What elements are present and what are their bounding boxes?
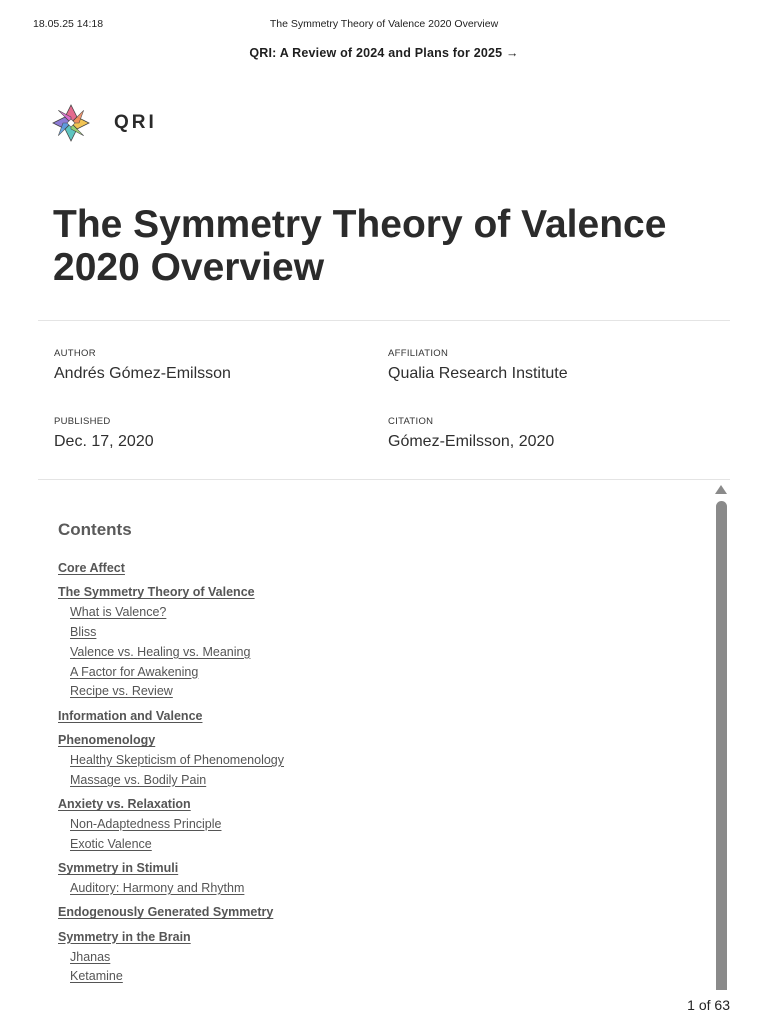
toc-item: [58, 903, 698, 923]
toc-link[interactable]: Jhanas: [70, 949, 111, 964]
toc-item: [58, 948, 698, 968]
toc-item: [58, 795, 698, 815]
meta-citation: [388, 416, 554, 451]
toc-link[interactable]: Exotic Valence: [70, 836, 152, 851]
toc-link[interactable]: Massage vs. Bodily Pain: [70, 772, 207, 787]
toc-item: [58, 967, 698, 987]
toc-link[interactable]: Core Affect: [58, 561, 125, 575]
toc-item: [58, 707, 698, 727]
toc-link[interactable]: The Symmetry Theory of Valence: [58, 585, 255, 600]
scrollbar-thumb[interactable]: [716, 501, 727, 990]
toc-link[interactable]: Phenomenology: [58, 733, 156, 748]
toc-item: [58, 623, 698, 643]
meta-citation-label: CITATION: [388, 416, 434, 427]
toc-title: Contents: [58, 520, 132, 539]
meta-published: [54, 416, 154, 451]
toc-item: [58, 815, 698, 835]
site-logo[interactable]: [52, 104, 157, 142]
toc-item: [58, 603, 698, 623]
toc-item: [58, 879, 698, 899]
article-title: [53, 203, 733, 289]
toc-link[interactable]: Ketamine: [70, 969, 123, 984]
toc-link[interactable]: Information and Valence: [58, 708, 203, 723]
article-title-line-1: The Symmetry Theory of Valence: [53, 203, 667, 246]
print-header: [0, 18, 768, 32]
logo-wordmark: QRI: [114, 112, 157, 133]
toc-item: [58, 682, 698, 702]
announcement-banner: [0, 46, 768, 60]
toc-link[interactable]: Bliss: [70, 624, 97, 639]
scroll-up-arrow-icon[interactable]: [715, 485, 727, 494]
toc-item: [58, 928, 698, 948]
toc-item: [58, 559, 698, 579]
toc-link[interactable]: Valence vs. Healing vs. Meaning: [70, 644, 251, 659]
toc-link[interactable]: Recipe vs. Review: [70, 684, 173, 699]
toc-link[interactable]: Anxiety vs. Relaxation: [58, 797, 191, 812]
toc-link[interactable]: Auditory: Harmony and Rhythm: [70, 880, 245, 895]
divider-top: [38, 320, 730, 321]
divider-bottom: [38, 479, 730, 480]
meta-published-label: PUBLISHED: [54, 416, 111, 427]
meta-author: [54, 348, 231, 383]
page-indicator: 1 of 63: [687, 997, 730, 1013]
toc-item: [58, 751, 698, 771]
meta-published-value: Dec. 17, 2020: [54, 433, 154, 450]
table-of-contents: [58, 559, 698, 987]
toc-link[interactable]: What is Valence?: [70, 605, 167, 620]
meta-author-label: AUTHOR: [54, 348, 96, 359]
meta-author-value: Andrés Gómez-Emilsson: [54, 365, 231, 382]
toc-link[interactable]: A Factor for Awakening: [70, 664, 199, 679]
print-page-title: The Symmetry Theory of Valence 2020 Overview: [269, 18, 499, 30]
toc-item: [58, 643, 698, 663]
toc-item: [58, 771, 698, 791]
meta-citation-value: Gómez-Emilsson, 2020: [388, 433, 555, 450]
toc-link[interactable]: Symmetry in the Brain: [58, 929, 191, 944]
meta-affiliation: [388, 348, 568, 383]
toc-item: [58, 731, 698, 751]
toc-link[interactable]: Symmetry in Stimuli: [58, 861, 179, 876]
article-title-line-2: 2020 Overview: [53, 246, 325, 289]
toc-item: [58, 835, 698, 855]
announcement-link[interactable]: QRI: A Review of 2024 and Plans for 2025 →: [249, 46, 519, 60]
toc-link[interactable]: Non-Adaptedness Principle: [70, 816, 222, 831]
print-datetime: 18.05.25 14:18: [33, 18, 104, 30]
qri-logo-icon: [52, 104, 90, 142]
toc-item: [58, 663, 698, 683]
toc-item: [58, 859, 698, 879]
toc-item: [58, 583, 698, 603]
meta-affiliation-value: Qualia Research Institute: [388, 365, 568, 382]
toc-link[interactable]: Healthy Skepticism of Phenomenology: [70, 752, 285, 767]
meta-affiliation-label: AFFILIATION: [388, 348, 449, 359]
toc-link[interactable]: Endogenously Generated Symmetry: [58, 905, 274, 920]
